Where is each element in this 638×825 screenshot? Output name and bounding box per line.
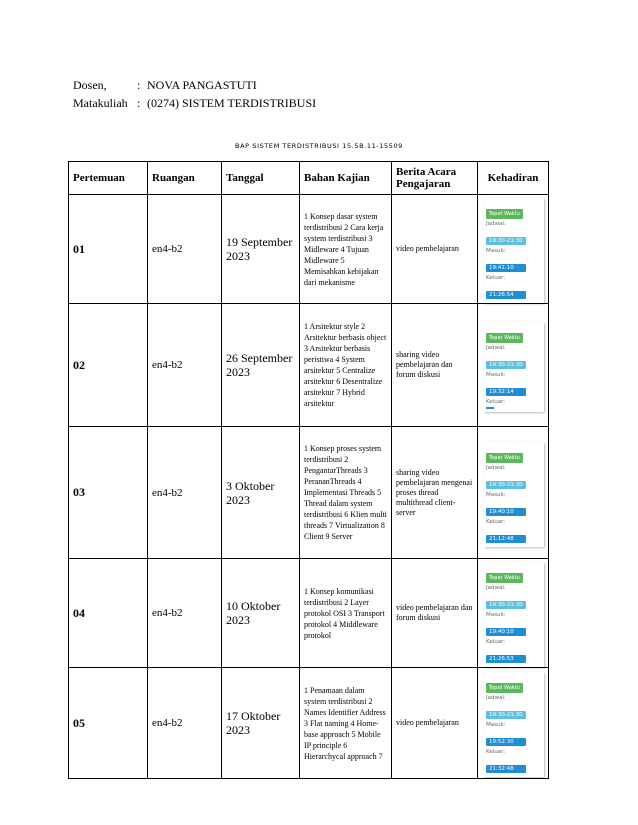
- cell-berita-acara: video pembelajaran: [392, 668, 478, 779]
- dosen-line: [73, 78, 257, 93]
- cell-tanggal: 19 September 2023: [222, 195, 300, 304]
- masuk-value: 19:40:10: [486, 628, 526, 636]
- header-berita-acara: Berita Acara Pengajaran: [392, 162, 478, 195]
- masuk-label: Masuk:: [486, 491, 506, 498]
- masuk-value: 19:32:14: [486, 388, 526, 396]
- cell-berita-acara: sharing video pembelajaran dan forum diskusi: [392, 304, 478, 427]
- masuk-label: Masuk:: [486, 612, 506, 618]
- jadwal-value: 19:30-21:30: [486, 237, 526, 245]
- cell-pertemuan: 02: [69, 304, 148, 427]
- jadwal-value: 19:30-21:30: [486, 481, 526, 489]
- masuk-value: 19:41:10: [486, 264, 526, 272]
- cell-tanggal: 10 Oktober 2023: [222, 559, 300, 668]
- cell-ruangan: en4-b2: [148, 668, 222, 779]
- keluar-empty-bar: [486, 407, 494, 409]
- jadwal-label: Jadwal:: [486, 344, 506, 351]
- cell-bahan-kajian: 1 Konsep dasar system terdistribusi 2 Cara kerja system terdistribusi 3 Midleware 4 Tujuan Midleware 5 Memisahkan kebijakan dari mekanisme: [300, 195, 392, 304]
- cell-ruangan: en4-b2: [148, 304, 222, 427]
- cell-tanggal: 17 Oktober 2023: [222, 668, 300, 779]
- attendance-card: [484, 322, 544, 412]
- status-badge: Tepat Waktu: [486, 683, 523, 693]
- cell-ruangan: en4-b2: [148, 195, 222, 304]
- masuk-value: 19:52:30: [486, 738, 526, 746]
- table-row: [69, 195, 549, 304]
- matakuliah-colon: :: [137, 96, 141, 110]
- cell-kehadiran: [478, 668, 549, 779]
- keluar-label: Keluar:: [486, 275, 506, 281]
- cell-kehadiran: [478, 559, 549, 668]
- cell-ruangan: en4-b2: [148, 427, 222, 559]
- table-row: [69, 668, 549, 779]
- header-tanggal: Tanggal: [222, 162, 300, 195]
- cell-bahan-kajian: 1 Penamaan dalam system terdistribusi 2 Names Identifier Address 3 Flat naming 4 Home-base approach 5 Mobile IP principle 6 Hierarchycal approach 7: [300, 668, 392, 779]
- attendance-card: [484, 562, 544, 667]
- header-bahan-kajian: Bahan Kajian: [300, 162, 392, 195]
- dosen-label: Dosen,: [73, 78, 107, 92]
- bap-table: [68, 161, 549, 779]
- attendance-card: [484, 442, 544, 547]
- status-badge: Tepat Waktu: [486, 573, 523, 583]
- keluar-value: 21:26:54: [486, 291, 526, 299]
- cell-bahan-kajian: 1 Konsep komunikasi terdistribusi 2 Layer protokol OSI 3 Transport protokol 4 Middleware protokol: [300, 559, 392, 668]
- header-kehadiran: Kehadiran: [478, 162, 549, 195]
- cell-pertemuan: 05: [69, 668, 148, 779]
- keluar-value: 21:26:53: [486, 655, 526, 663]
- cell-tanggal: 26 September 2023: [222, 304, 300, 427]
- cell-berita-acara: video pembelajaran: [392, 195, 478, 304]
- header-pertemuan: Pertemuan: [69, 162, 148, 195]
- keluar-value: 21:12:48: [486, 535, 526, 543]
- jadwal-value: 19:30-21:30: [486, 361, 526, 369]
- jadwal-label: Jadwal:: [486, 221, 506, 227]
- table-row: [69, 304, 549, 427]
- status-badge: Tepat Waktu: [486, 209, 523, 219]
- cell-ruangan: en4-b2: [148, 559, 222, 668]
- keluar-value: 21:32:48: [486, 765, 526, 773]
- keluar-label: Keluar:: [486, 749, 506, 755]
- keluar-label: Keluar:: [486, 398, 506, 405]
- cell-pertemuan: 01: [69, 195, 148, 304]
- matakuliah-line: [73, 96, 316, 111]
- keluar-label: Keluar:: [486, 639, 506, 645]
- dosen-value: NOVA PANGASTUTI: [147, 78, 257, 92]
- dosen-colon: :: [137, 78, 141, 92]
- table-row: [69, 427, 549, 559]
- cell-bahan-kajian: 1 Konsep proses system terdistribusi 2 PengantarThreads 3 PerananThreads 4 Implementasi Threads 5 Thread dalam system terdistribusi 6 Klien multi threads 7 Virtualization 8 Client 9 Server: [300, 427, 392, 559]
- header-ruangan: Ruangan: [148, 162, 222, 195]
- cell-berita-acara: sharing video pembelajaran mengenai proses thread multithread client-server: [392, 427, 478, 559]
- cell-tanggal: 3 Oktober 2023: [222, 427, 300, 559]
- cell-pertemuan: 04: [69, 559, 148, 668]
- masuk-value: 19:40:10: [486, 508, 526, 516]
- attendance-card: [484, 198, 544, 303]
- cell-kehadiran: [478, 304, 549, 427]
- jadwal-label: Jadwal:: [486, 464, 506, 471]
- jadwal-value: 19:30-21:30: [486, 601, 526, 609]
- matakuliah-label: Matakuliah: [73, 96, 128, 110]
- masuk-label: Masuk:: [486, 371, 506, 378]
- document-title: BAP SISTEM TERDISTRIBUSI 15.5B.11-15509: [235, 142, 403, 150]
- cell-kehadiran: [478, 195, 549, 304]
- cell-kehadiran: [478, 427, 549, 559]
- table-row: [69, 559, 549, 668]
- cell-berita-acara: video pembelajaran dan forum diskusi: [392, 559, 478, 668]
- cell-bahan-kajian: 1 Arsitektur style 2 Arsitektur berbasis object 3 Arsitektur berbasis peristiwa 4 System arsitektur 5 Centralize arsitektur 6 Desentralize arsitektur 7 Hybrid arsitektur: [300, 304, 392, 427]
- matakuliah-value: (0274) SISTEM TERDISTRIBUSI: [147, 96, 317, 110]
- table-header-row: [69, 162, 549, 195]
- masuk-label: Masuk:: [486, 248, 506, 254]
- attendance-card: [484, 672, 544, 777]
- jadwal-label: Jadwal:: [486, 695, 506, 701]
- status-badge: Tepat Waktu: [486, 453, 523, 463]
- jadwal-value: 19:30-21:30: [486, 711, 526, 719]
- jadwal-label: Jadwal:: [486, 585, 506, 591]
- masuk-label: Masuk:: [486, 722, 506, 728]
- keluar-label: Keluar:: [486, 518, 506, 525]
- status-badge: Tepat Waktu: [486, 333, 523, 343]
- cell-pertemuan: 03: [69, 427, 148, 559]
